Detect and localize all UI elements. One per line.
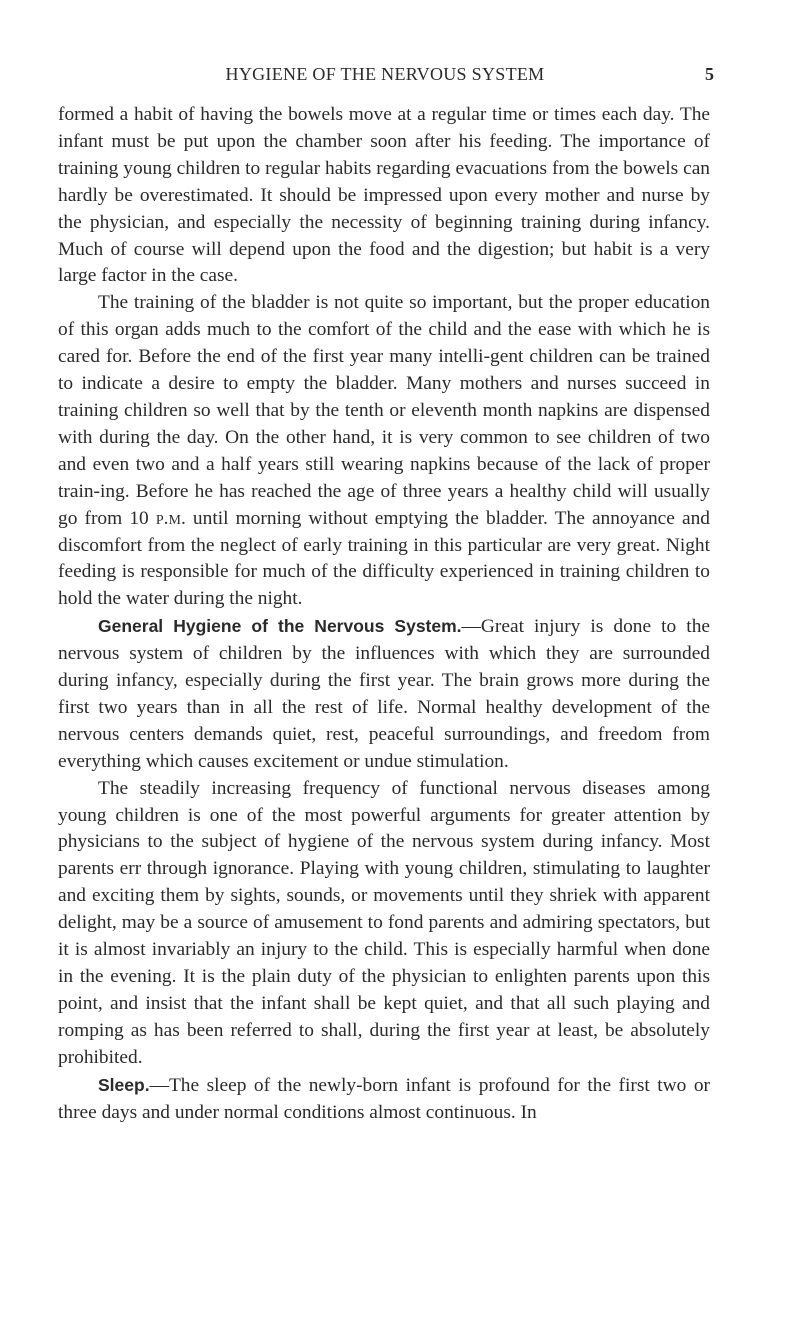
paragraph-general-hygiene <box>58 613 710 775</box>
paragraph-text: until morning without emptying the bladder. The annoyance and discomfort from the neglect of early training in this particular are very great. Night feeding is responsible for much of the difficulty experienced in training children to hold the water during the night. <box>58 507 710 610</box>
running-title: HYGIENE OF THE NERVOUS SYSTEM <box>225 64 545 84</box>
body-text <box>58 102 710 1126</box>
section-heading: Sleep. <box>98 1074 150 1095</box>
paragraph-text: The training of the bladder is not quite so important, but the proper education of this organ adds much to the comfort of the child and the ease with which he is cared for. Before the end of the first year many intelli-gent children can be trained to indicate a desire to empty the bladder. Many mothers and nurses succeed in training children so well that by the tenth or eleventh month napkins are dispensed with during the day. On the other hand, it is very common to see children of two and even two and a half years still wearing napkins because of the lack of proper train-ing. Before he has reached the age of three years a healthy child will usually go from 10 <box>58 292 710 529</box>
paragraph-bladder-training <box>58 290 710 613</box>
paragraph-sleep <box>58 1072 710 1127</box>
page-number: 5 <box>705 64 714 84</box>
paragraph-text: —The sleep of the newly-born infant is profound for the first two or three days and under normal conditions almost continuous. In <box>58 1074 710 1123</box>
time-abbreviation: p.m. <box>155 507 186 529</box>
paragraph-functional-diseases: The steadily increasing frequency of functional nervous diseases among young children is one of the most powerful arguments for greater attention by physicians to the subject of hygiene of the nervous system during infancy. Most parents err through ignorance. Playing with young children, stimulating to laughter and exciting them by sights, sounds, or movements until they shriek with apparent delight, may be a source of amusement to fond parents and admiring spectators, but it is almost invariably an injury to the child. This is especially harmful when done in the evening. It is the plain duty of the physician to enlighten parents upon this point, and insist that the infant shall be kept quiet, and that all such playing and romping as has been referred to shall, during the first year at least, be absolutely prohibited. <box>58 777 710 1068</box>
paragraph-text: —Great injury is done to the nervous system of children by the influences with which they are surrounded during infancy, especially during the first year. The brain grows more during the first two years than in all the rest of life. Normal healthy development of the nervous centers demands quiet, rest, peaceful surroundings, and freedom from everything which causes excitement or undue stimulation. <box>58 616 710 772</box>
section-heading: General Hygiene of the Nervous System. <box>98 616 462 637</box>
running-header <box>60 62 714 86</box>
paragraph-bowel-training: formed a habit of having the bowels move at a regular time or times each day. The infant must be put upon the chamber soon after his feeding. The importance of training young children to regular habits regarding evacuations from the bowels can hardly be overestimated. It should be impressed upon every mother and nurse by the physician, and especially the necessity of beginning training during infancy. Much of course will depend upon the food and the digestion; but habit is a very large factor in the case. <box>58 104 710 287</box>
